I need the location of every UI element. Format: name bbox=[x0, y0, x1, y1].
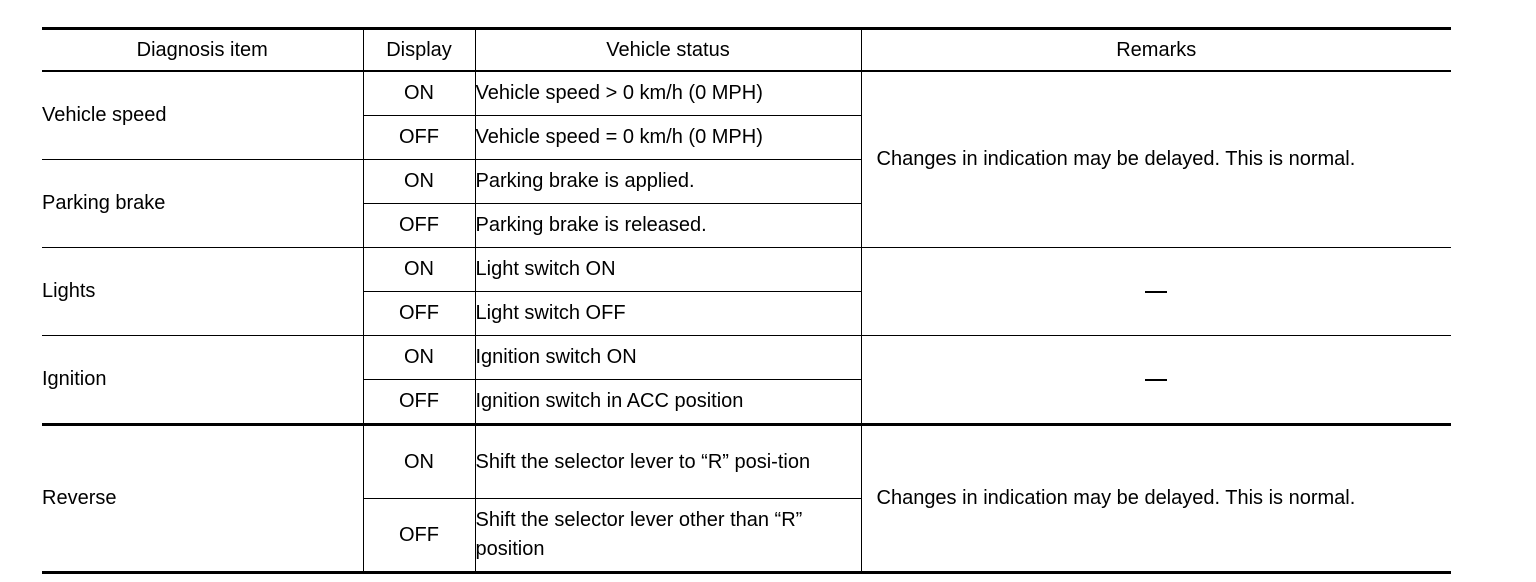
display-cell: ON bbox=[363, 425, 475, 499]
vehicle-status-cell: Shift the selector lever other than “R” position bbox=[475, 499, 861, 573]
display-cell: ON bbox=[363, 160, 475, 204]
table-row bbox=[42, 336, 1451, 380]
vehicle-status-cell: Vehicle speed = 0 km/h (0 MPH) bbox=[475, 116, 861, 160]
display-cell: OFF bbox=[363, 116, 475, 160]
vehicle-status-cell: Parking brake is released. bbox=[475, 204, 861, 248]
diagnosis-item-cell: Lights bbox=[42, 248, 363, 336]
table-header-row bbox=[42, 29, 1451, 72]
header-remarks: Remarks bbox=[861, 29, 1451, 72]
display-cell: ON bbox=[363, 71, 475, 116]
vehicle-status-cell: Light switch ON bbox=[475, 248, 861, 292]
dash-mark bbox=[1145, 291, 1167, 293]
display-cell: OFF bbox=[363, 499, 475, 573]
display-cell: OFF bbox=[363, 380, 475, 425]
vehicle-status-cell: Light switch OFF bbox=[475, 292, 861, 336]
diagnosis-item-cell: Reverse bbox=[42, 425, 363, 573]
dash-mark bbox=[1145, 379, 1167, 381]
vehicle-status-cell: Parking brake is applied. bbox=[475, 160, 861, 204]
remarks-cell bbox=[861, 336, 1451, 425]
header-diagnosis-item: Diagnosis item bbox=[42, 29, 363, 72]
display-cell: OFF bbox=[363, 292, 475, 336]
remarks-cell: Changes in indication may be delayed. This is normal. bbox=[861, 425, 1451, 573]
table-row bbox=[42, 248, 1451, 292]
vehicle-status-cell: Vehicle speed > 0 km/h (0 MPH) bbox=[475, 71, 861, 116]
display-cell: ON bbox=[363, 336, 475, 380]
table-row bbox=[42, 71, 1451, 116]
remarks-cell: Changes in indication may be delayed. This is normal. bbox=[861, 71, 1451, 248]
vehicle-status-cell: Shift the selector lever to “R” posi-tion bbox=[475, 425, 861, 499]
diagnosis-item-cell: Vehicle speed bbox=[42, 71, 363, 160]
diagnosis-table bbox=[42, 27, 1451, 574]
diagnosis-item-cell: Ignition bbox=[42, 336, 363, 425]
header-vehicle-status: Vehicle status bbox=[475, 29, 861, 72]
vehicle-status-cell: Ignition switch in ACC position bbox=[475, 380, 861, 425]
display-cell: OFF bbox=[363, 204, 475, 248]
diagnosis-item-cell: Parking brake bbox=[42, 160, 363, 248]
table-row bbox=[42, 425, 1451, 499]
display-cell: ON bbox=[363, 248, 475, 292]
vehicle-status-cell: Ignition switch ON bbox=[475, 336, 861, 380]
remarks-cell bbox=[861, 248, 1451, 336]
header-display: Display bbox=[363, 29, 475, 72]
